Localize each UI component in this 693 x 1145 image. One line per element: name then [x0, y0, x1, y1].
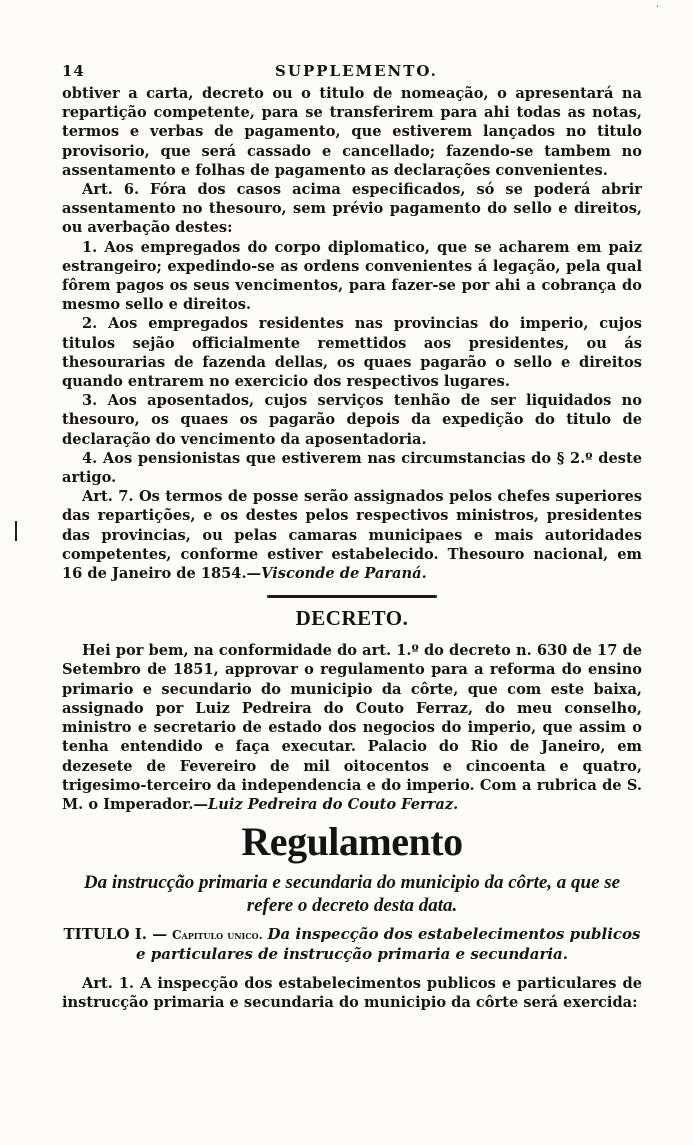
decreto-body: Hei por bem, na conformidade do art. 1.º do decreto n. 630 de 17 de Setembro de 1851, approvar o regulamento para a reforma do ensino primario e secundario do municipio da côrte, que com este baixa, assignado por Luiz Pedreira do Couto Ferraz, do meu conselho, ministro e secretario de estado dos negocios do imperio, que assim o tenha entendido e faça executar. Palacio do Rio de Janeiro, em dezesete de Fevereiro de mil oitocentos e cincoenta e quatro, trigesimo-terceiro da independencia e do imperio. Com a rubrica de S. M. o Imperador.: [62, 642, 642, 813]
article-7-signature: —Visconde de Paraná.: [246, 565, 427, 583]
running-title: SUPPLEMENTO.: [275, 62, 438, 80]
decreto-signature: —Luiz Pedreira do Couto Ferraz.: [193, 795, 459, 813]
running-header: [62, 62, 642, 80]
article-6-item-4: 4. Aos pensionistas que estiverem nas circumstancias do § 2.º deste artigo.: [62, 449, 642, 487]
article-6: Art. 6. Fóra dos casos acima especificados, só se poderá abrir assentamento no thesouro, sem prévio pagamento do sello e direitos, ou averbação destes:: [62, 181, 642, 237]
regulamento-article-1: Art. 1. A inspecção dos estabelecimentos publicos e particulares de instrucção primaria e secundaria do municipio da côrte será exercida:: [62, 975, 642, 1012]
regulamento-title: Regulamento: [241, 819, 463, 865]
capitulo-text: Da inspecção dos estabelecimentos publicos e particulares de instrucção primaria e secundaria.: [136, 925, 641, 964]
article-6-item-2: 2. Aos empregados residentes nas provincias do imperio, cujos titulos sejão officialmente remettidos aos presidentes, ou ás thesourarias de fazenda dellas, os quaes pagarão o sello e direitos quando entrarem no exercicio dos respectivos lugares.: [62, 315, 642, 391]
article-7-text: Art. 7. Os termos de posse serão assignados pelos chefes superiores das repartições, e os destes pelos respectivos ministros, presidentes das provincias, ou pelas camaras municipaes e mais autoridades competentes, conforme estiver estabelecido. Thesouro nacional, em 16 de Janeiro de 1854.: [62, 488, 642, 583]
article-6-item-3: 3. Aos aposentados, cujos serviços tenhão de ser liquidados no thesouro, os quaes os pagarão depois da expedição do titulo de declaração do vencimento da aposentadoria.: [62, 392, 642, 448]
decreto-title: DECRETO.: [295, 606, 409, 631]
titulo-label: TITULO I. —: [63, 925, 168, 944]
margin-mark: [15, 521, 17, 541]
decreto-text: [62, 641, 642, 814]
article-6-item-1: 1. Aos empregados do corpo diplomatico, que se acharem em paiz estrangeiro; expedindo-se as ordens convenientes á legação, pela qual fôrem pagos os seus vencimentos, para fazer-se por ahi a cobrança do mesmo sello e direitos.: [62, 238, 642, 314]
section-divider: [62, 595, 642, 598]
margin-dot: ·: [655, 2, 659, 13]
page-number: 14: [62, 62, 85, 80]
page: [62, 62, 642, 1013]
paragraph-continuation: obtiver a carta, decreto ou o titulo de nomeação, o apresentará na repartição competente, para se transferirem para ahi todas as notas, termos e verbas de pagamento, que estiverem lançados no titulo provisorio, que será cassado e cancellado; fazendo-se tambem no assentamento e folhas de pagamento as declarações convenientes.: [62, 85, 642, 179]
regulamento-subtitle: Da instrucção primaria e secundaria do municipio da côrte, a que se refere o decreto desta data.: [83, 872, 621, 917]
capitulo-label: Capitulo unico.: [172, 928, 263, 943]
article-7: [62, 487, 642, 583]
titulo-heading: [62, 925, 642, 964]
